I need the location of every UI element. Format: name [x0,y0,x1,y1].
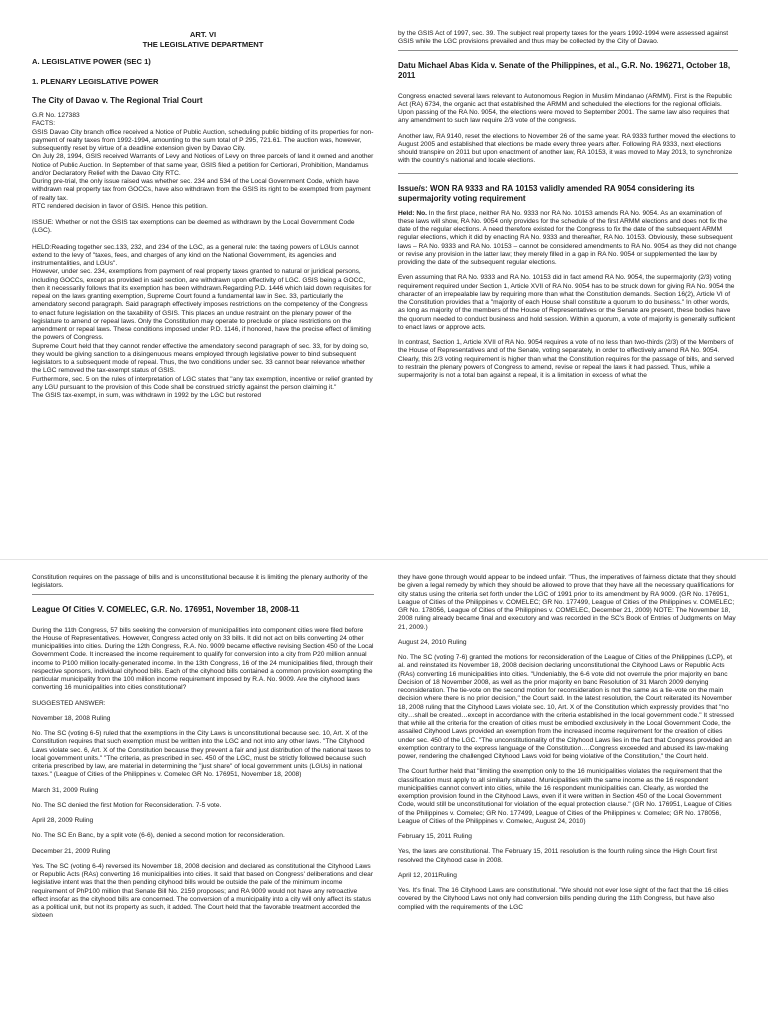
ruling-text: No. The SC (voting 6-5) ruled that the exemptions in the City Laws is unconstitutional because sec. 10, Art. X of the Constitution requires that such exemption must be written into the LGC and not into any other laws. "The Cityhood Laws violate sec. 6, Art. X of the Constitution because they prevent a fair and just distribution of the national taxes to local government units." "The criteria, as prescribed in sec. 450 of the LGC, must be strictly followed because such criteria prescribed by law, are material in determining the "just share" of local government units (LGUs) in national taxes." (League of Cities of the Philippines v. Comelec GR No. 176951, November 18, 2008) [32,730,371,779]
divider [398,50,738,51]
ruling-text: The Court further held that "limiting the exemption only to the 16 municipalities violates the requirement that the classification must apply to all similarly situated. Municipalities with the same income as the 16 respondent municipalities cannot convert into cities, while the 16 respondent municipalities can. Clearly, as worded the exemption provision found in the Cityhood Laws, even if it were written in Section 450 of the Local Government Code, would still be unconstitutional for violation of the equal protection clause." (GR No. 176951, League of Cities of the Philippines v. Comelec; GR No. 177499, League of Cities of the Philippines v. Comelec; GR No. 178056, League of Cities of the Philippines v. Comelec, August 24, 2010) [398,768,732,825]
page-separator [0,559,768,560]
ruling-text: No. The SC (voting 7-6) granted the motions for reconsideration of the League of Cities of the Philippines (LCP), et al. and reinstated its November 18, 2008 decision declaring unconstitutional the Cityhood Laws or Republic Acts (RAs) converting 16 municipalities into cities. "Undeniably, the 6-6 vote did not overrule the prior majority en banc Decision of 18 November 2008, as well as the prior majority en banc Resolution of 31 March 2009 denying reconsideration. The tie-vote on the second motion for reconsideration is not the same as a tie-vote on the main decision where there is no prior decision," the Court said. In the latest resolution, the Court reiterated its November 18, 2008 ruling that the Cityhood Laws violate sec. 10, Art. X of the Constitution which expressly provides that "no city…shall be created…except in accordance with the criteria established in the local government code." It stressed that while all the criteria for the creation of cities must be embodied exclusively in the Local Government Code, the assailed Cityhood Laws provided an exemption from the increased income requirement for the creation of cities under sec. 450 of the LGC. "The unconstitutionality of the Cityhood Laws lies in the fact that Congress provided an exemption contrary to the express language of the Constitution….Congress exceeded and abused its law-making power, rendering the challenged Cityhood Laws void for being violative of the Constitution," the Court held. [398,654,734,760]
ruling-text: Yes, the laws are constitutional. The February 15, 2011 resolution is the fourth ruling since the High Court first resolved the Cityhood case in 2008. [398,848,718,864]
page2-left-column [32,574,374,1024]
held-text: In the first place, neither RA No. 9333 nor RA No. 10153 amends RA No. 9054. As an examination of these laws will show, RA No. 9054 only provides for the schedule of the first ARMM elections and does not fix the date of the regular elections. A need therefore existed for the Congress to fix the date of the subsequent ARMM regular elections, which it did by enacting RA No. 9333 and thereafter, RA No. 10153. Obviously, these subsequent laws – RA No. 9333 and RA No. 10153 – cannot be considered amendments to RA No. 9054 as they did not change or revise any provision in the latter law; they merely filled in a gap in RA No. 9054 or supplemented the law by providing the date of the subsequent regular elections. [398,209,737,266]
body-paragraph: Congress enacted several laws relevant to Autonomous Region in Muslim Mindanao (ARMM). First is the Republic Act (RA) 6734, the organic act that established the ARMM and scheduled the elections for the regional officials. Upon passing of the RA No. 9054, the elections were moved to September 2001. The same law also requires that any amendment to such law require 2/3 vote of the congress. [398,92,732,125]
case-title-kida: Datu Michael Abas Kida v. Senate of the Philippines, et al., G.R. No. 196271, October 18, 2011 [398,60,731,80]
divider [32,594,374,595]
page1-right-column [398,30,738,546]
held-paragraph: Furthermore, sec. 5 on the rules of interpretation of LGC states that "any tax exemption, incentive or relief granted by any LGU pursuant to the provision of this Code shall be construed strictly against the person claiming it." [32,375,373,391]
ruling-date: April 28, 2009 Ruling [32,817,94,824]
held-paragraph: However, under sec. 234, exemptions from payment of real property taxes granted to natural or juridical persons, including GOCCs, except as provided in said section, are withdrawn upon effectivity of LGC. GSIS being a GOCC, then it necessarily follows that its exemption has been withdrawn.Regarding P.D. 1446 which laid down requisites for repeal on the laws granting exemption, Supreme Court found a fundamental law in Sec. 33, particularly the amendatory second paragraph. Said paragraph effectively imposes restrictions on the competency of the Congress to enact future legislation on the taxability of GSIS. This places an undue restraint on the plenary power of the legislature to amend or repeal laws. Only the Constitution may operate to preclude or place restrictions on the amendment or repeal laws. These conditions imposed under P.D. 1146, if honored, have the precise effect of limiting the powers of Congress. [32,268,372,342]
suggested-answer-label: SUGGESTED ANSWER: [32,699,106,707]
ruling-text: Yes. It's final. The 16 Cityhood Laws are constitutional. "We should not ever lose sight of the fact that the 16 cities covered by the Cityhood Laws not only had conversion bills pending during the 11th Congress, but have also complied with the requirements of the LGC [398,887,729,911]
section-a-heading: A. LEGISLATIVE POWER (SEC 1) [32,57,151,66]
ruling-date: March 31, 2009 Ruling [32,786,99,794]
body-paragraph: Even assuming that RA No. 9333 and RA No. 10153 did in fact amend RA No. 9054, the supermajority (2/3) voting requirement required under Section 1, Article XVII of RA No. 9054 has to be struck down for giving RA No. 9054 the character of an irrepealable law by requiring more than what the Constitution demands. Section 16(2), Article VI of the Constitution provides that a "majority of each House shall constitute a quorum to do business." In other words, as long as majority of the members of the House of Representatives or the Senate are present, these bodies have the quorum needed to conduct business and hold session. Within a quorum, a vote of majority is generally sufficient to enact laws or approve acts. [398,274,736,331]
divider [398,173,738,174]
facts-paragraph: On July 28, 1994, GSIS received Warrants of Levy and Notices of Levy on three parcels of land it owned and another Notice of Public Auction. In September of that same year, GSIS filed a petition for Certiorari, Prohibition, Mandamus and/or Declaratory Relief with the Davao City RTC. [32,153,374,177]
gr-number: G.R No. 127383 [32,112,80,119]
continued-paragraph: by the GSIS Act of 1997, sec. 39. The subject real property taxes for the years 1992-1994 were assessed against GSIS while the LGC provisions prevailed and thus may be collected by the City of Davao. [398,30,729,46]
case-title-league-of-cities: League Of Cities V. COMELEC, G.R. No. 176951, November 18, 2008-11 [32,604,300,614]
held-paragraph: HELD:Reading together sec.133, 232, and 234 of the LGC, as a general rule: the taxing powers of LGUs cannot extend to the levy of "taxes, fees, and charges of any kind on the National Government, its agencies and instrumentalities, and LGUs". [32,243,359,267]
held-paragraph [398,210,738,268]
facts-paragraph: RTC rendered decision in favor of GSIS. Hence this petition. [32,202,208,210]
case-title-davao: The City of Davao v. The Regional Trial Court [32,96,203,105]
ruling-text: No. The SC denied the first Motion for Reconsideration. 7-5 vote. [32,801,222,809]
held-label: Held: No. [398,209,427,217]
ruling-date: February 15, 2011 Ruling [398,833,472,840]
department-title: THE LEGISLATIVE DEPARTMENT [142,39,264,49]
body-paragraph: they have gone through would appear to be indeed unfair. "Thus, the imperatives of fairness dictate that they should be given a legal remedy by which they should be allowed to prove that they have all the necessary qualifications for city status using the criteria set forth under the LGC of 1991 prior to its amendment by RA 9009. (GR No. 176951, League of Cities of the Philippines v. COMELEC; GR No. 177499, League of Cities of the Philippines v. COMELEC; GR No. 178056, League of Cities of the Philippines v. COMELEC, December 21, 2009) NOTE: The November 18, 2008 ruling already became final and executory and was recorded in the SC's Book of Entries of Judgments on May 21, 2009.) [398,574,736,631]
page2-right-column [398,574,738,1024]
ruling-text: Yes. The SC (voting 6-4) reversed its November 18, 2008 decision and declared as constitutional the Cityhood Laws or Republic Acts (RAs) converting 16 municipalities into cities. It said that based on Congress' deliberations and clear legislative intent was that the then pending cityhood bills would be outside the pale of the minimum income requirement of PhP100 million that Senate Bill No. 2159 proposes; and RA 9009 would not have any retroactive effect insofar as the cityhood bills are concerned. The conversion of a municipality into a city will only affect its status as a political unit, but not its property as such, it added. The Court held that the favorable treatment accorded the sixteen [32,862,374,920]
page1-left-column [32,30,374,546]
facts-label: FACTS: [32,120,56,128]
body-paragraph: In contrast, Section 1, Article XVII of RA No. 9054 requires a vote of no less than two-thirds (2/3) of the Members of the House of Representatives and of the Senate, voting separately, in order to effectively amend RA No. 9054. Clearly, this 2/3 voting requirement is higher than what the Constitution requires for the passage of bills, and served to restrain the plenary powers of Congress to amend, revise or repeal the laws it had passed. Thus, while a supermajority is not a total ban against a repeal, it is a limitation in excess of what the [398,339,734,379]
ruling-date: April 12, 2011Ruling [398,871,457,879]
facts-paragraph: During pre-trial, the only issue raised was whether sec. 234 and 534 of the Local Government Code, which have withdrawn real property tax from GOCCs, have also withdrawn from the GSIS its right to be exempted from payment of realty tax. [32,178,371,202]
held-paragraph: The GSIS tax-exempt, in sum, was withdrawn in 1992 by the LGC but restored [32,392,262,399]
ruling-text: No. The SC En Banc, by a split vote (6-6), denied a second motion for reconsideration. [32,832,285,840]
ruling-date: December 21, 2009 Ruling [32,847,111,855]
section-1-heading: 1. PLENARY LEGISLATIVE POWER [32,76,159,86]
facts-paragraph: GSIS Davao City branch office received a Notice of Public Auction, scheduling public bidding of its properties for non-payment of realty taxes from 1992-1994, amounting to the sum total of P 295, 721.61. The auction was, however, subsequently reset by virtue of a deadline extension given by Davao City. [32,128,374,152]
held-paragraph: Supreme Court held that they cannot render effective the amendatory second paragraph of sec. 33, for by doing so, they would be giving sanction to a disingenuous means employed through legislative power to bind subsequent legislators to a subsequent mode of repeal. Thus, the two conditions under sec. 33 cannot bear relevance whether the LGC removed the tax-exempt status of GSIS. [32,342,369,375]
continued-paragraph: Constitution requires on the passage of bills and is unconstitutional because it is limiting the plenary authority of the legislators. [32,574,368,590]
issue-heading: Issue/s: WON RA 9333 and RA 10153 validly amended RA 9054 considering its supermajority voting requirement [398,183,695,203]
issue-paragraph: ISSUE: Whether or not the GSIS tax exemptions can be deemed as withdrawn by the Local Government Code (LGC). [32,219,355,235]
ruling-date: August 24, 2010 Ruling [398,638,467,646]
body-paragraph: During the 11th Congress, 57 bills seeking the conversion of municipalities into component cities were filed before the House of Representatives. However, Congress acted only on 33 bills. It did not act on bills converting 24 other municipalities into cities. During the 12th Congress, R.A. No. 9009 became effective revising Section 450 of the Local Government Code. It increased the income requirement to qualify for conversion into a city from P20 million annual income to P100 million locally-generated income. In the 13th Congress, 16 of the 24 municipalities filed, through their respective sponsors, individual cityhood bills. Each of the cityhood bills contained a common provision exempting the particular municipality from the 100 million income requirement imposed by R.A. No. 9009. Are the cityhood laws converting 16 municipalities into cities constitutional? [32,626,374,692]
body-paragraph: Another law, RA 9140, reset the elections to November 26 of the same year. RA 9333 further moved the elections to August 2005 and established that elections be made every three years after. Following RA 9333, next elections should transpire on 2011 but upon enactment of another law, RA 10153, it was moved to May 2013, to synchronize with the country's national and locale elections. [398,132,736,165]
ruling-date: November 18, 2008 Ruling [32,714,111,722]
article-title: ART. VI [189,30,217,39]
